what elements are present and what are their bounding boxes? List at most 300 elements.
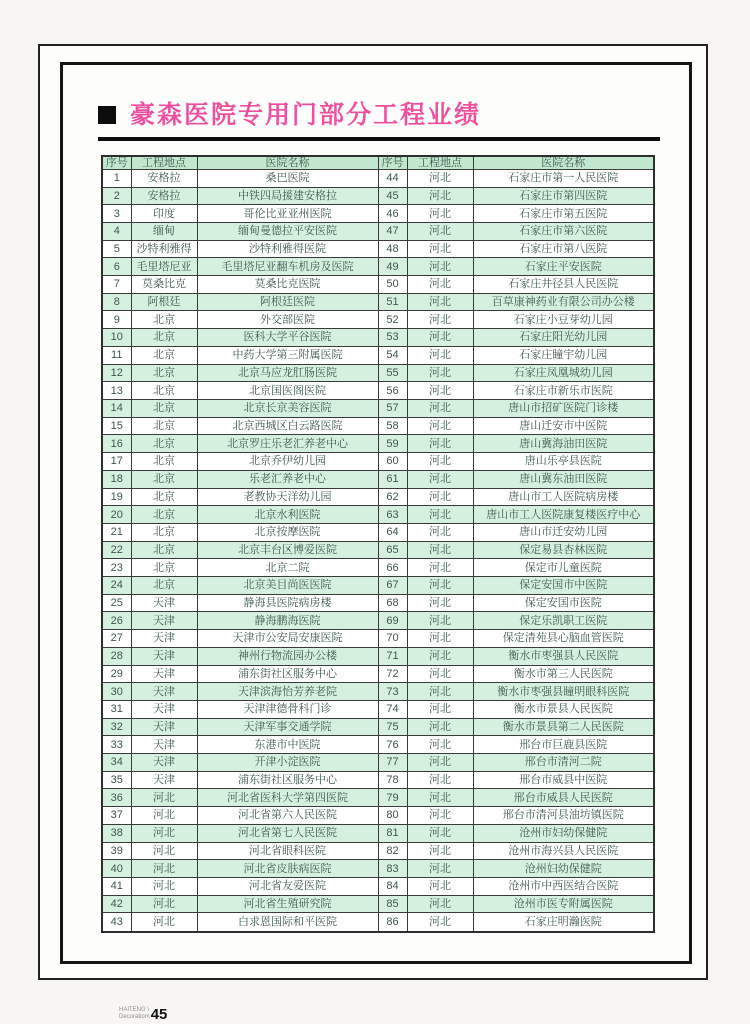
- row-no-cell: 9: [102, 311, 131, 329]
- row-no-cell: 67: [378, 577, 407, 595]
- hospital-cell: 邢台市威县人民医院: [473, 789, 654, 807]
- header-location: 工程地点: [407, 156, 473, 170]
- location-cell: 河北: [407, 205, 473, 223]
- hospital-cell: 保定易县杏林医院: [473, 541, 654, 559]
- table-row: [102, 453, 654, 471]
- location-cell: 河北: [407, 754, 473, 772]
- hospital-cell: 衡水市枣强县瞳明眼科医院: [473, 683, 654, 701]
- table-row: [102, 329, 654, 347]
- row-no-cell: 48: [378, 240, 407, 258]
- hospital-cell: 浦东街社区服务中心: [197, 771, 378, 789]
- brand-mark: [119, 1007, 150, 1021]
- location-cell: 北京: [131, 435, 197, 453]
- row-no-cell: 61: [378, 470, 407, 488]
- row-no-cell: 57: [378, 399, 407, 417]
- location-cell: 河北: [407, 842, 473, 860]
- page-footer: [119, 1006, 167, 1023]
- location-cell: 天津: [131, 647, 197, 665]
- location-cell: 河北: [407, 417, 473, 435]
- row-no-cell: 2: [102, 187, 131, 205]
- table-row: [102, 771, 654, 789]
- location-cell: 河北: [407, 222, 473, 240]
- row-no-cell: 42: [102, 895, 131, 913]
- table-row: [102, 647, 654, 665]
- hospital-cell: 邢台市清河县油坊镇医院: [473, 807, 654, 825]
- row-no-cell: 68: [378, 594, 407, 612]
- location-cell: 北京: [131, 399, 197, 417]
- brand-line-bottom: Decoration\: [119, 1013, 150, 1020]
- table-row: [102, 382, 654, 400]
- row-no-cell: 82: [378, 842, 407, 860]
- table-header-row: [102, 156, 654, 170]
- hospital-cell: 石家庄市第四医院: [473, 187, 654, 205]
- location-cell: 安格拉: [131, 169, 197, 187]
- hospital-cell: 天津军事交通学院: [197, 718, 378, 736]
- row-no-cell: 44: [378, 169, 407, 187]
- hospital-cell: 石家庄井径县人民医院: [473, 276, 654, 294]
- location-cell: 天津: [131, 771, 197, 789]
- location-cell: 河北: [407, 736, 473, 754]
- location-cell: 河北: [407, 789, 473, 807]
- table-row: [102, 488, 654, 506]
- table-row: [102, 913, 654, 932]
- row-no-cell: 26: [102, 612, 131, 630]
- hospital-cell: 沧州市中西医结合医院: [473, 877, 654, 895]
- location-cell: 河北: [407, 258, 473, 276]
- hospital-cell: 保定乐凯职工医院: [473, 612, 654, 630]
- row-no-cell: 81: [378, 824, 407, 842]
- row-no-cell: 83: [378, 860, 407, 878]
- hospital-cell: 衡水市枣强县人民医院: [473, 647, 654, 665]
- location-cell: 北京: [131, 559, 197, 577]
- location-cell: 河北: [407, 594, 473, 612]
- row-no-cell: 15: [102, 417, 131, 435]
- hospital-cell: 莫桑比克医院: [197, 276, 378, 294]
- table-row: [102, 311, 654, 329]
- row-no-cell: 43: [102, 913, 131, 932]
- hospital-cell: 白求恩国际和平医院: [197, 913, 378, 932]
- hospital-cell: 河北省眼科医院: [197, 842, 378, 860]
- location-cell: 安格拉: [131, 187, 197, 205]
- row-no-cell: 66: [378, 559, 407, 577]
- hospital-cell: 石家庄市第六医院: [473, 222, 654, 240]
- location-cell: 河北: [407, 577, 473, 595]
- hospital-cell: 北京长京美容医院: [197, 399, 378, 417]
- table-row: [102, 559, 654, 577]
- location-cell: 河北: [407, 488, 473, 506]
- table-row: [102, 842, 654, 860]
- table-row: [102, 240, 654, 258]
- hospital-cell: 北京丰台区博爱医院: [197, 541, 378, 559]
- row-no-cell: 74: [378, 700, 407, 718]
- hospital-cell: 外交部医院: [197, 311, 378, 329]
- hospital-cell: 沙特利雅得医院: [197, 240, 378, 258]
- table-row: [102, 700, 654, 718]
- hospital-cell: 石家庄凤凰城幼儿园: [473, 364, 654, 382]
- table-row: [102, 860, 654, 878]
- row-no-cell: 5: [102, 240, 131, 258]
- row-no-cell: 84: [378, 877, 407, 895]
- location-cell: 河北: [131, 860, 197, 878]
- hospital-cell: 北京罗庄乐老汇养老中心: [197, 435, 378, 453]
- table-row: [102, 665, 654, 683]
- table-row: [102, 877, 654, 895]
- table-row: [102, 470, 654, 488]
- location-cell: 河北: [407, 647, 473, 665]
- hospital-cell: 河北省皮肤病医院: [197, 860, 378, 878]
- row-no-cell: 51: [378, 293, 407, 311]
- row-no-cell: 18: [102, 470, 131, 488]
- hospital-cell: 北京二院: [197, 559, 378, 577]
- table-row: [102, 594, 654, 612]
- location-cell: 河北: [407, 895, 473, 913]
- location-cell: 北京: [131, 311, 197, 329]
- hospital-cell: 唐山市招矿医院门诊楼: [473, 399, 654, 417]
- location-cell: 河北: [407, 559, 473, 577]
- location-cell: 河北: [131, 842, 197, 860]
- table-row: [102, 399, 654, 417]
- hospital-cell: 北京美目尚医医院: [197, 577, 378, 595]
- hospital-cell: 静海鹏海医院: [197, 612, 378, 630]
- location-cell: 河北: [407, 276, 473, 294]
- title-block: [98, 101, 689, 141]
- hospital-cell: 石家庄阳光幼儿园: [473, 329, 654, 347]
- row-no-cell: 85: [378, 895, 407, 913]
- row-no-cell: 27: [102, 630, 131, 648]
- page-inner-frame: [60, 62, 692, 1023]
- table-row: [102, 824, 654, 842]
- row-no-cell: 80: [378, 807, 407, 825]
- location-cell: 河北: [407, 187, 473, 205]
- row-no-cell: 14: [102, 399, 131, 417]
- row-no-cell: 54: [378, 346, 407, 364]
- table-row: [102, 222, 654, 240]
- hospital-cell: 阿根廷医院: [197, 293, 378, 311]
- hospital-cell: 河北省医科大学第四医院: [197, 789, 378, 807]
- row-no-cell: 40: [102, 860, 131, 878]
- row-no-cell: 63: [378, 506, 407, 524]
- location-cell: 河北: [407, 293, 473, 311]
- location-cell: 河北: [407, 506, 473, 524]
- location-cell: 河北: [407, 718, 473, 736]
- table-row: [102, 754, 654, 772]
- hospital-cell: 石家庄平安医院: [473, 258, 654, 276]
- table-row: [102, 364, 654, 382]
- row-no-cell: 62: [378, 488, 407, 506]
- location-cell: 河北: [407, 523, 473, 541]
- row-no-cell: 52: [378, 311, 407, 329]
- row-no-cell: 25: [102, 594, 131, 612]
- location-cell: 印度: [131, 205, 197, 223]
- hospital-cell: 乐老汇养老中心: [197, 470, 378, 488]
- location-cell: 河北: [407, 630, 473, 648]
- hospital-cell: 天津滨海怡芳养老院: [197, 683, 378, 701]
- location-cell: 北京: [131, 346, 197, 364]
- row-no-cell: 58: [378, 417, 407, 435]
- row-no-cell: 76: [378, 736, 407, 754]
- location-cell: 莫桑比克: [131, 276, 197, 294]
- hospital-cell: 邢台市清河二院: [473, 754, 654, 772]
- hospital-cell: 唐山市工人医院病房楼: [473, 488, 654, 506]
- row-no-cell: 32: [102, 718, 131, 736]
- hospital-cell: 沧州市医专附属医院: [473, 895, 654, 913]
- hospital-cell: 开津小淀医院: [197, 754, 378, 772]
- location-cell: 北京: [131, 470, 197, 488]
- table-row: [102, 187, 654, 205]
- row-no-cell: 71: [378, 647, 407, 665]
- table-row: [102, 417, 654, 435]
- row-no-cell: 46: [378, 205, 407, 223]
- row-no-cell: 59: [378, 435, 407, 453]
- location-cell: 河北: [407, 364, 473, 382]
- hospital-cell: 唐山市工人医院康复楼医疗中心: [473, 506, 654, 524]
- row-no-cell: 37: [102, 807, 131, 825]
- location-cell: 北京: [131, 364, 197, 382]
- location-cell: 天津: [131, 630, 197, 648]
- location-cell: 河北: [407, 329, 473, 347]
- page-title: 豪森医院专用门部分工程业绩: [130, 101, 482, 129]
- hospital-cell: 东港市中医院: [197, 736, 378, 754]
- row-no-cell: 19: [102, 488, 131, 506]
- table-row: [102, 789, 654, 807]
- location-cell: 河北: [131, 807, 197, 825]
- location-cell: 河北: [407, 541, 473, 559]
- hospital-cell: 唐山乐亭县医院: [473, 453, 654, 471]
- hospital-cell: 河北省友爱医院: [197, 877, 378, 895]
- location-cell: 天津: [131, 754, 197, 772]
- hospital-cell: 石家庄明瀚医院: [473, 913, 654, 932]
- hospital-cell: 石家庄市第八医院: [473, 240, 654, 258]
- row-no-cell: 16: [102, 435, 131, 453]
- row-no-cell: 8: [102, 293, 131, 311]
- table-row: [102, 718, 654, 736]
- location-cell: 河北: [131, 895, 197, 913]
- hospital-cell: 北京水利医院: [197, 506, 378, 524]
- hospital-cell: 老教协天洋幼儿园: [197, 488, 378, 506]
- row-no-cell: 3: [102, 205, 131, 223]
- row-no-cell: 34: [102, 754, 131, 772]
- table-row: [102, 293, 654, 311]
- table-row: [102, 276, 654, 294]
- row-no-cell: 55: [378, 364, 407, 382]
- row-no-cell: 7: [102, 276, 131, 294]
- location-cell: 沙特利雅得: [131, 240, 197, 258]
- location-cell: 天津: [131, 594, 197, 612]
- hospital-cell: 北京国医阁医院: [197, 382, 378, 400]
- location-cell: 北京: [131, 417, 197, 435]
- row-no-cell: 49: [378, 258, 407, 276]
- table-row: [102, 523, 654, 541]
- row-no-cell: 77: [378, 754, 407, 772]
- hospital-cell: 唐山冀海油田医院: [473, 435, 654, 453]
- row-no-cell: 65: [378, 541, 407, 559]
- location-cell: 河北: [407, 470, 473, 488]
- table-row: [102, 895, 654, 913]
- location-cell: 河北: [407, 700, 473, 718]
- location-cell: 河北: [407, 346, 473, 364]
- location-cell: 北京: [131, 329, 197, 347]
- location-cell: 河北: [407, 399, 473, 417]
- row-no-cell: 39: [102, 842, 131, 860]
- row-no-cell: 17: [102, 453, 131, 471]
- hospital-cell: 唐山冀东油田医院: [473, 470, 654, 488]
- row-no-cell: 75: [378, 718, 407, 736]
- hospital-cell: 天津津德骨科门诊: [197, 700, 378, 718]
- square-bullet-icon: [98, 106, 116, 124]
- row-no-cell: 23: [102, 559, 131, 577]
- location-cell: 河北: [407, 169, 473, 187]
- table-row: [102, 258, 654, 276]
- location-cell: 北京: [131, 453, 197, 471]
- hospital-cell: 沧州市妇幼保健院: [473, 824, 654, 842]
- row-no-cell: 38: [102, 824, 131, 842]
- hospital-cell: 哥伦比亚亚州医院: [197, 205, 378, 223]
- hospital-cell: 沧州妇幼保健院: [473, 860, 654, 878]
- row-no-cell: 4: [102, 222, 131, 240]
- hospital-cell: 医科大学平谷医院: [197, 329, 378, 347]
- hospital-cell: 邢台市巨鹿县医院: [473, 736, 654, 754]
- location-cell: 缅甸: [131, 222, 197, 240]
- row-no-cell: 45: [378, 187, 407, 205]
- row-no-cell: 1: [102, 169, 131, 187]
- table-row: [102, 435, 654, 453]
- location-cell: 天津: [131, 736, 197, 754]
- row-no-cell: 22: [102, 541, 131, 559]
- row-no-cell: 35: [102, 771, 131, 789]
- table-row: [102, 736, 654, 754]
- hospital-cell: 河北省第六人民医院: [197, 807, 378, 825]
- row-no-cell: 28: [102, 647, 131, 665]
- row-no-cell: 11: [102, 346, 131, 364]
- location-cell: 河北: [407, 311, 473, 329]
- hospital-cell: 中铁四局援建安格拉: [197, 187, 378, 205]
- table-row: [102, 577, 654, 595]
- location-cell: 河北: [131, 824, 197, 842]
- location-cell: 河北: [407, 877, 473, 895]
- hospital-cell: 衡水市景县人民医院: [473, 700, 654, 718]
- location-cell: 河北: [131, 913, 197, 932]
- location-cell: 北京: [131, 506, 197, 524]
- hospital-cell: 石家庄市第一人民医院: [473, 169, 654, 187]
- title-underline: [98, 137, 660, 141]
- row-no-cell: 78: [378, 771, 407, 789]
- row-no-cell: 10: [102, 329, 131, 347]
- row-no-cell: 70: [378, 630, 407, 648]
- hospital-cell: 百草康神药业有限公司办公楼: [473, 293, 654, 311]
- location-cell: 天津: [131, 665, 197, 683]
- hospital-cell: 中药大学第三附属医院: [197, 346, 378, 364]
- location-cell: 河北: [407, 860, 473, 878]
- hospital-cell: 保定安国市中医院: [473, 577, 654, 595]
- row-no-cell: 64: [378, 523, 407, 541]
- location-cell: 阿根廷: [131, 293, 197, 311]
- location-cell: 北京: [131, 523, 197, 541]
- header-location: 工程地点: [131, 156, 197, 170]
- row-no-cell: 47: [378, 222, 407, 240]
- hospital-cell: 缅甸曼德拉平安医院: [197, 222, 378, 240]
- hospital-cell: 北京马应龙肛肠医院: [197, 364, 378, 382]
- location-cell: 河北: [407, 435, 473, 453]
- hospital-cell: 神州行物流园办公楼: [197, 647, 378, 665]
- location-cell: 北京: [131, 488, 197, 506]
- location-cell: 天津: [131, 700, 197, 718]
- hospital-cell: 唐山市迁安幼儿园: [473, 523, 654, 541]
- hospital-cell: 保定市儿童医院: [473, 559, 654, 577]
- brand-line-top: HAITENG \: [119, 1006, 150, 1013]
- row-no-cell: 12: [102, 364, 131, 382]
- location-cell: 河北: [407, 824, 473, 842]
- row-no-cell: 60: [378, 453, 407, 471]
- location-cell: 毛里塔尼亚: [131, 258, 197, 276]
- location-cell: 北京: [131, 541, 197, 559]
- hospital-cell: 石家庄小豆芽幼儿园: [473, 311, 654, 329]
- header-no: 序号: [102, 156, 131, 170]
- location-cell: 河北: [407, 771, 473, 789]
- location-cell: 北京: [131, 382, 197, 400]
- hospital-cell: 邢台市威县中医院: [473, 771, 654, 789]
- location-cell: 天津: [131, 718, 197, 736]
- row-no-cell: 72: [378, 665, 407, 683]
- table-body: [102, 169, 654, 931]
- row-no-cell: 79: [378, 789, 407, 807]
- hospital-cell: 河北省生殖研究院: [197, 895, 378, 913]
- location-cell: 河北: [407, 807, 473, 825]
- hospital-cell: 保定清苑县心脑血管医院: [473, 630, 654, 648]
- hospital-cell: 北京乔伊幼儿园: [197, 453, 378, 471]
- hospital-cell: 衡水市第三人民医院: [473, 665, 654, 683]
- row-no-cell: 53: [378, 329, 407, 347]
- row-no-cell: 69: [378, 612, 407, 630]
- table-row: [102, 205, 654, 223]
- hospital-cell: 沧州市海兴县人民医院: [473, 842, 654, 860]
- table-row: [102, 346, 654, 364]
- location-cell: 河北: [407, 382, 473, 400]
- hospital-cell: 北京按摩医院: [197, 523, 378, 541]
- header-hospital: 医院名称: [473, 156, 654, 170]
- row-no-cell: 50: [378, 276, 407, 294]
- row-no-cell: 56: [378, 382, 407, 400]
- location-cell: 河北: [131, 789, 197, 807]
- location-cell: 河北: [407, 913, 473, 932]
- table-row: [102, 612, 654, 630]
- achievements-table: [101, 155, 655, 933]
- page-number: 45: [150, 1006, 168, 1023]
- hospital-cell: 天津市公安局安康医院: [197, 630, 378, 648]
- hospital-cell: 河北省第七人民医院: [197, 824, 378, 842]
- hospital-cell: 浦东街社区服务中心: [197, 665, 378, 683]
- location-cell: 河北: [407, 683, 473, 701]
- table-row: [102, 169, 654, 187]
- location-cell: 天津: [131, 612, 197, 630]
- row-no-cell: 24: [102, 577, 131, 595]
- row-no-cell: 30: [102, 683, 131, 701]
- table-row: [102, 630, 654, 648]
- location-cell: 河北: [131, 877, 197, 895]
- location-cell: 河北: [407, 453, 473, 471]
- table-row: [102, 683, 654, 701]
- location-cell: 天津: [131, 683, 197, 701]
- hospital-cell: 保定安国市医院: [473, 594, 654, 612]
- location-cell: 河北: [407, 612, 473, 630]
- hospital-cell: 唐山迁安市中医院: [473, 417, 654, 435]
- row-no-cell: 6: [102, 258, 131, 276]
- row-no-cell: 41: [102, 877, 131, 895]
- row-no-cell: 86: [378, 913, 407, 932]
- row-no-cell: 31: [102, 700, 131, 718]
- location-cell: 北京: [131, 577, 197, 595]
- table-row: [102, 541, 654, 559]
- table-row: [102, 807, 654, 825]
